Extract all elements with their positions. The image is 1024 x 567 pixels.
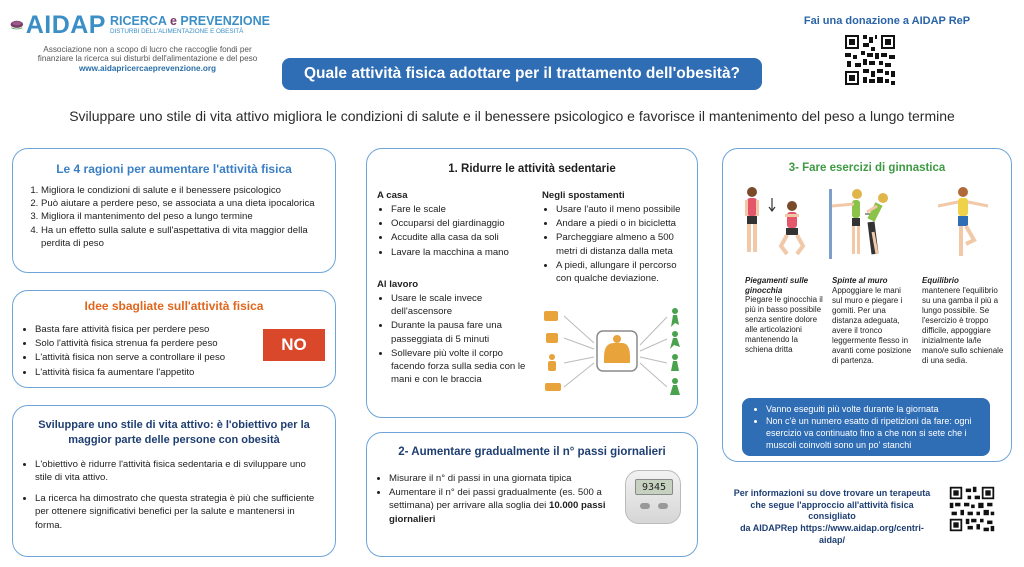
list-item: • Usare l'auto il meno possibile <box>556 203 692 216</box>
work-heading: Al lavoro <box>377 279 419 290</box>
exercise-notes-box <box>742 398 990 456</box>
page-title-bar <box>282 58 762 90</box>
ex3-desc: mantenere l'equilibrio su una gamba il più a lungo possibile. Se l'esercizio è troppo difficile, appoggiare inizialmente la/le mano/e sullo schienale di una sedia. <box>922 285 1004 365</box>
sedentary-to-active-illustration-icon <box>542 305 692 403</box>
reasons-panel <box>12 148 336 273</box>
exercise-wall-push <box>832 276 912 366</box>
pedometer-icon <box>625 470 681 524</box>
info-line-2: che segue l'approccio all'attività fisica consigliato <box>750 499 914 522</box>
reasons-title: Le 4 ragioni per aumentare l'attività fisica <box>56 162 292 176</box>
list-item: 1. Migliora le condizioni di salute e il benessere psicologico <box>41 184 323 197</box>
logo-mark-icon <box>10 10 24 40</box>
wall-push-exercise-icon <box>827 184 897 264</box>
myths-title: Idee sbagliate sull'attività fisica <box>84 299 264 313</box>
steps-title: 2- Aumentare gradualmente il n° passi giornalieri <box>398 446 666 458</box>
ex1-desc: Piegare le ginocchia il più in basso possibile senza sentire dolore alle articolazioni mantenendo la schiena dritta <box>745 295 823 355</box>
logo-side-1: RICERCA <box>109 13 167 28</box>
work-section <box>377 279 537 388</box>
no-badge: NO <box>263 329 325 361</box>
info-line-3[interactable]: da AIDAPRep https://www.aidap.org/centri- <box>740 523 924 534</box>
list-item: • Usare le scale invece dell'ascensore <box>391 292 537 318</box>
list-item: • Occuparsi del giardinaggio <box>391 217 537 230</box>
list-item: • Non c'è un numero esatto di ripetizioni da fare: ogni esercizio va continuato fino a che non si sete che i muscoli coinvolti sono un po' stanchi <box>766 415 982 451</box>
travel-heading: Negli spostamenti <box>542 190 625 201</box>
logo-side-2: PREVENZIONE <box>180 13 270 28</box>
list-item: • Solo l'attività fisica strenua fa perdere peso <box>35 337 258 350</box>
steps-list <box>367 472 607 527</box>
ex2-desc: Appoggiare le mani sul muro e piegare i gomiti. Per una distanza adeguata, avere il tronco leggermente flesso in avanti come posizione di partenza. <box>832 285 912 365</box>
list-item: • Aumentare il n° dei passi gradualmente (es. 500 a settimana) per arrivare alla soglia dei 10.000 passi giornalieri <box>389 486 607 526</box>
association-info <box>30 45 265 73</box>
sedentary-panel <box>366 148 698 418</box>
goal-title-line-1: Sviluppare uno stile di vita attivo: è l'obiettivo per la <box>38 419 310 431</box>
donate-text: Fai una donazione a AIDAP ReP <box>803 15 971 27</box>
pedometer-display: 9345 <box>635 479 673 495</box>
exercise-balance <box>922 276 1008 366</box>
list-item: • Durante la pausa fare una passeggiata di 5 minuti <box>391 319 537 345</box>
ex1-title: Piegamenti sulle ginocchia <box>745 276 809 295</box>
ex3-title: Equilibrio <box>922 276 959 285</box>
list-item: 2. Può aiutare a perdere peso, se associata a una dieta ipocalorica <box>41 197 323 210</box>
ex2-title: Spinte al muro <box>832 276 888 285</box>
logo-main-text: AIDAP <box>25 10 106 39</box>
list-item: • Basta fare attività fisica per perdere peso <box>35 323 258 336</box>
exercises-title: 3- Fare esercizi di ginnastica <box>788 162 946 174</box>
goal-title <box>13 418 335 448</box>
website-link[interactable]: www.aidapricercaeprevenzione.org <box>78 63 217 73</box>
list-item: • L'obiettivo è ridurre l'attività fisica sedentaria e di sviluppare uno stile di vita attivo. <box>35 458 321 484</box>
goal-list <box>13 458 335 532</box>
list-item: • Vanno eseguiti più volte durante la giornata <box>766 403 982 415</box>
list-item: • Misurare il n° di passi in una giornata tipica <box>389 472 607 485</box>
balance-exercise-icon <box>928 184 998 264</box>
home-section <box>377 190 537 260</box>
list-item: • L'attività fisica non serve a controllare il peso <box>35 351 258 364</box>
sedentary-title: 1. Ridurre le attività sedentarie <box>448 163 616 175</box>
list-item: • Fare le scale <box>391 203 537 216</box>
page-title: Quale attività fisica adottare per il trattamento dell'obesità? <box>303 65 741 82</box>
list-item: • Sollevare più volte il corpo facendo forza sulla sedia con le mani e con le braccia <box>391 347 537 387</box>
goal-panel <box>12 405 336 557</box>
myths-list <box>13 323 258 379</box>
steps-goal-bold: 10.000 passi giornalieri <box>389 500 606 525</box>
page-subtitle: Sviluppare uno stile di vita attivo migliora le condizioni di salute e il benessere psicologico e favorisce il mantenimento del peso a lungo termine <box>69 108 955 124</box>
home-heading: A casa <box>377 190 408 201</box>
list-item: • Lavare la macchina a mano <box>391 246 537 259</box>
therapist-info <box>726 488 938 546</box>
list-item: • A piedi, allungare il percorso con qualche deviazione. <box>556 259 692 285</box>
assoc-line-1: Associazione non a scopo di lucro che raccoglie fondi per <box>43 45 252 54</box>
myths-panel <box>12 290 336 388</box>
list-item: • Accudite alla casa da soli <box>391 231 537 244</box>
donate-qr-code-icon[interactable] <box>843 33 897 87</box>
list-item: • L'attività fisica fa aumentare l'appetito <box>35 366 258 379</box>
info-line-1: Per informazioni su dove trovare un terapeuta <box>733 488 931 498</box>
exercise-squat <box>745 276 825 355</box>
list-item: 4. Ha un effetto sulla salute e sull'aspettativa di vita maggior della perdita di peso <box>41 224 323 250</box>
logo <box>10 10 270 40</box>
list-item: 3. Migliora il mantenimento del peso a lungo termine <box>41 210 323 223</box>
steps-panel <box>366 432 698 557</box>
squat-exercise-icon <box>737 184 807 264</box>
list-item: • Parcheggiare almeno a 500 metri di distanza dalla meta <box>556 231 692 257</box>
assoc-line-2: finanziare la ricerca sui disturbi dell'alimentazione e del peso <box>37 54 258 64</box>
list-item: • Andare a piedi o in bicicletta <box>556 217 692 230</box>
info-line-4[interactable]: aidap/ <box>818 534 845 545</box>
logo-side-e: e <box>169 13 177 28</box>
logo-sub: DISTURBI DELL'ALIMENTAZIONE E OBESITÀ <box>109 28 244 36</box>
centers-qr-code-icon[interactable] <box>948 485 996 533</box>
list-item: • La ricerca ha dimostrato che questa strategia è più che sufficiente per ottenere significativi benefici per la salute e mantenersi in forma. <box>35 492 321 532</box>
reasons-list <box>13 184 335 250</box>
travel-section <box>542 190 692 286</box>
goal-title-line-2: maggior parte delle persone con obesità <box>68 433 280 446</box>
